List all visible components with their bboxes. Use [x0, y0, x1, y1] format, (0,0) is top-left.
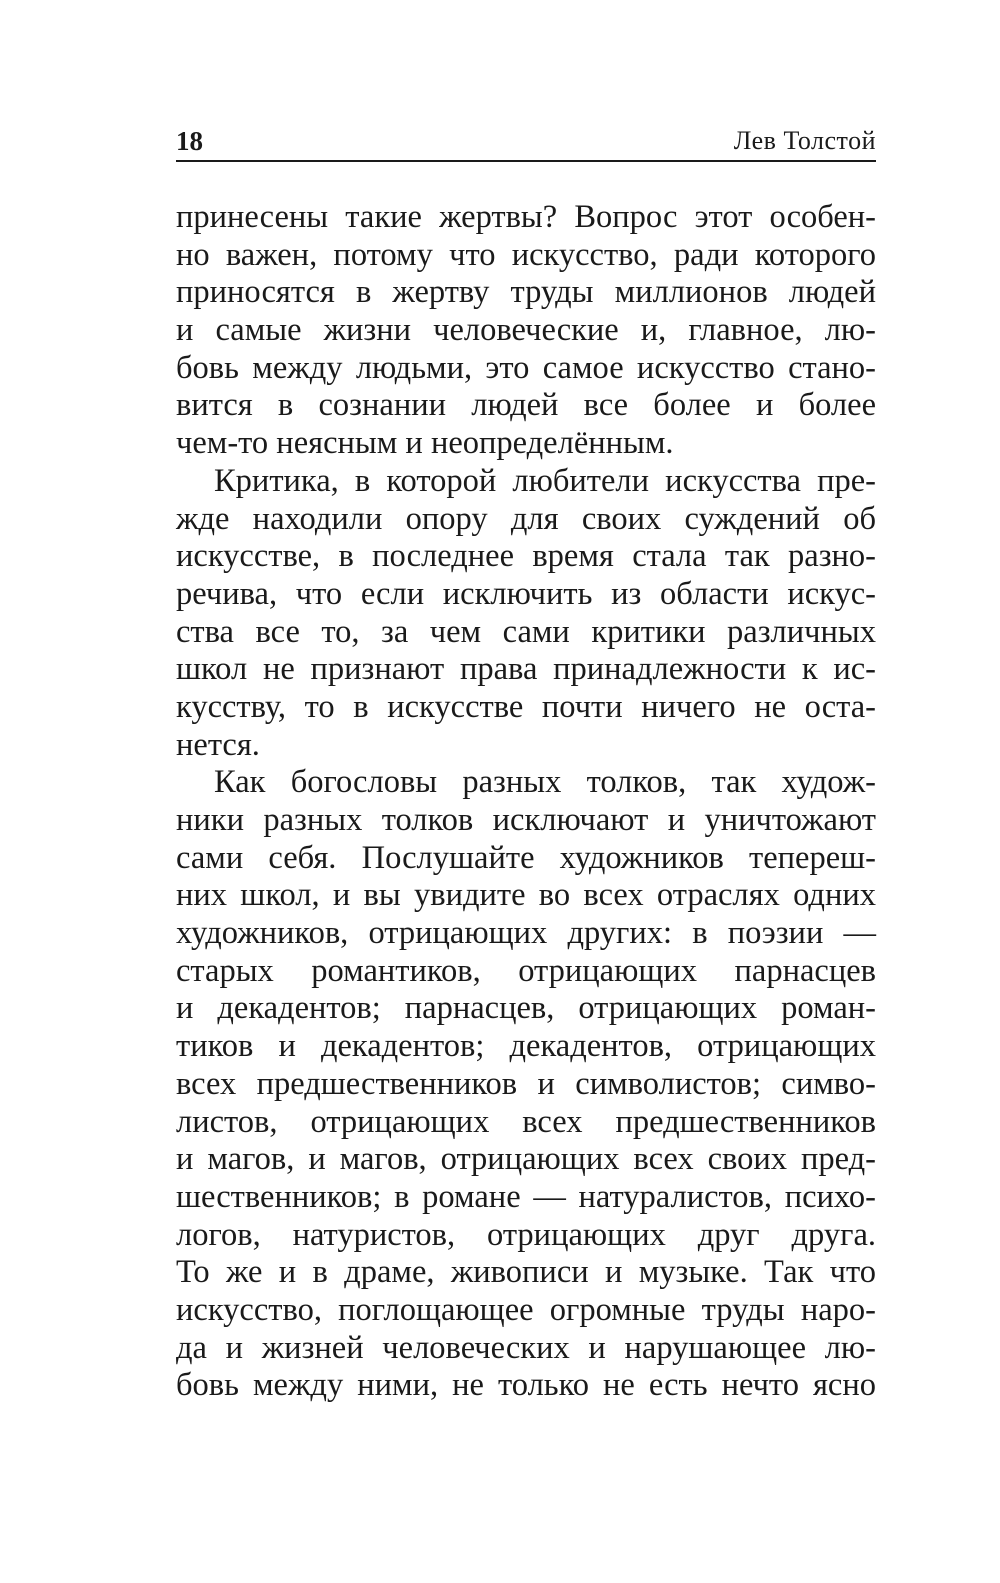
text-line: и самые жизни человеческие и, главное, лю-	[176, 312, 876, 349]
page-header	[176, 122, 876, 162]
paragraph	[176, 764, 876, 1405]
text-line: бовь между ними, не только не есть нечто ясно	[176, 1367, 876, 1404]
text-line: всех предшественников и символистов; симво-	[176, 1065, 876, 1102]
page-number: 18	[176, 126, 203, 156]
text-line: старых романтиков, отрицающих парнасцев	[176, 952, 876, 989]
text-line: принесены такие жертвы? Вопрос этот особен-	[176, 199, 876, 235]
text-line: шественников; в романе — натуралистов, психо-	[176, 1178, 876, 1215]
text-line: листов, отрицающих всех предшественников	[176, 1103, 876, 1140]
text-line: Как богословы разных толков, так худож-	[214, 764, 876, 801]
body-text	[176, 199, 876, 1405]
text-line: вится в сознании людей все более и более	[176, 387, 876, 424]
text-line: жде находили опору для своих суждений об	[176, 500, 876, 537]
text-line: речива, что если исключить из области искус-	[176, 575, 876, 612]
text-line: приносятся в жертву труды миллионов людей	[176, 274, 876, 311]
text-line: нется.	[176, 726, 260, 763]
text-line: художников, отрицающих других: в поэзии —	[176, 915, 876, 952]
text-line: них школ, и вы увидите во всех отраслях одних	[176, 877, 876, 914]
text-line: и магов, и магов, отрицающих всех своих пред-	[176, 1141, 876, 1178]
running-head-author: Лев Толстой	[733, 126, 876, 155]
text-line: школ не признают права принадлежности к ис-	[176, 651, 876, 688]
text-line: То же и в драме, живописи и музыке. Так что	[176, 1254, 876, 1291]
text-line: и декадентов; парнасцев, отрицающих роман-	[176, 990, 876, 1027]
text-line: искусство, поглощающее огромные труды наро-	[176, 1291, 876, 1328]
text-line: бовь между людьми, это самое искусство стано-	[176, 349, 876, 386]
paragraph	[176, 463, 876, 765]
text-line: ства все то, за чем сами критики различных	[176, 613, 876, 650]
text-line: да и жизней человеческих и нарушающее лю-	[176, 1329, 876, 1366]
text-line: но важен, потому что искусство, ради которого	[176, 236, 876, 273]
text-line: кусству, то в искусстве почти ничего не оста-	[176, 688, 876, 725]
paragraph	[176, 199, 876, 463]
text-line: сами себя. Послушайте художников тепереш-	[176, 839, 876, 876]
text-line: тиков и декадентов; декадентов, отрицающих	[176, 1028, 876, 1065]
text-line: искусстве, в последнее время стала так разно-	[176, 538, 876, 575]
text-line: ники разных толков исключают и уничтожают	[176, 802, 876, 838]
text-line: логов, натуристов, отрицающих друг друга.	[176, 1216, 876, 1253]
text-line: Критика, в которой любители искусства пре-	[214, 462, 876, 499]
text-line: чем-то неясным и неопределённым.	[176, 425, 674, 462]
